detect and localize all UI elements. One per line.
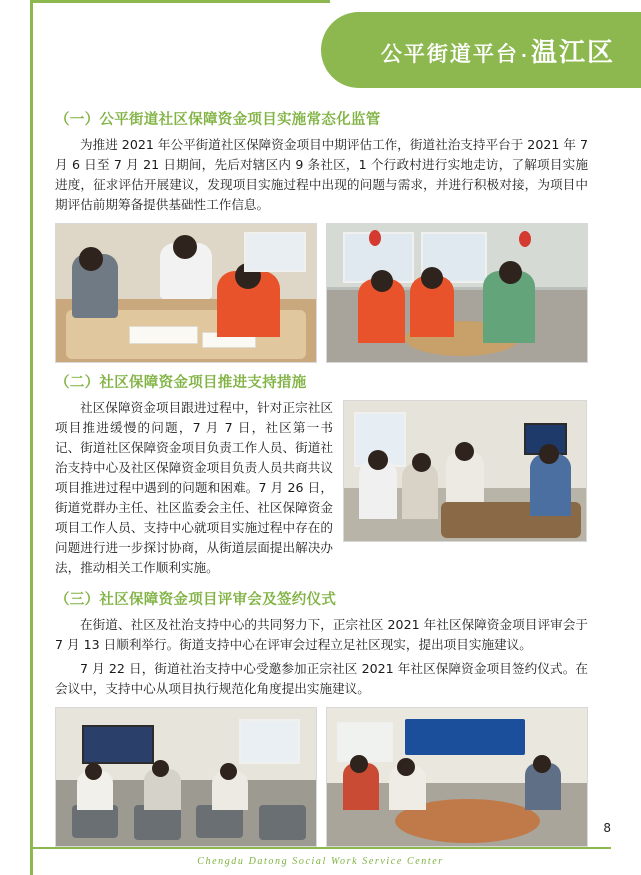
section-1-photo-row [55,223,588,363]
document-content [55,100,588,853]
page-header [0,0,641,96]
page-title [381,32,615,69]
section-heading-2: （二）社区保障资金项目推进支持措施 [55,375,307,391]
photo-review-meeting [55,707,317,847]
section-heading-3: （三）社区保障资金项目评审会及签约仪式 [55,592,337,608]
section-3-photo-row [55,707,588,847]
footer-organization: Chengdu Datong Social Work Service Center [197,856,444,867]
section-2-body [55,398,588,578]
section-3-paragraph-2: 7 月 22 日，街道社治支持中心受邀参加正宗社区 2021 年社区保障资金项目签约仪式。在会议中，支持中心从项目执行规范化角度提出实施建议。 [55,661,588,696]
photo-signing-ceremony [326,707,588,847]
header-title-main: 公平街道平台 [380,42,519,66]
photo-roundtable-discussion [326,223,588,363]
section-1-paragraph-1: 为推进 2021 年公平街道社区保障资金项目中期评估工作，街道社治支持平台于 2021 年 7 月 6 日至 7 月 21 日期间，先后对辖区内 9 条社区，1 个行政村进行实地走访，了解项目实施进度，征求评估开展建议，发现项目实施过程中出现的问题与需求，并进行积极对接，为项目中期评估前期筹备提供基础性工作信息。 [55,137,588,212]
section-3-paragraph-1: 在街道、社区及社治支持中心的共同努力下，正宗社区 2021 年社区保障资金项目评审会于 7 月 13 日顺利举行。街道支持中心在评审会过程立足社区现实，提出项目实施建议。 [55,617,588,652]
photo-community-interview [55,223,317,363]
photo-meeting-discussion [343,400,587,542]
section-heading-1: （一）公平街道社区保障资金项目实施常态化监管 [55,112,381,128]
header-title-separator: · [520,45,529,65]
header-title-sub: 温江区 [530,38,615,68]
page-footer [0,835,641,875]
left-accent-rule [30,0,33,875]
section-2-paragraph-1: 社区保障资金项目跟进过程中，针对正宗社区项目推进缓慢的问题，7 月 7 日，社区第一书记、街道社区保障资金项目负责工作人员、街道社治支持中心及社区保障资金项目负责人员共商共议项目推进过程中遇到的问题和困难。7 月 26 日，街道党群办主任、社区监委会主任、社区保障资金项目工作人员、支持中心就项目实施过程中存在的问题进行进一步探讨协商，从街道层面提出解决办法，推动相关工作顺利实施。 [55,400,333,575]
page-number: 8 [603,821,611,835]
